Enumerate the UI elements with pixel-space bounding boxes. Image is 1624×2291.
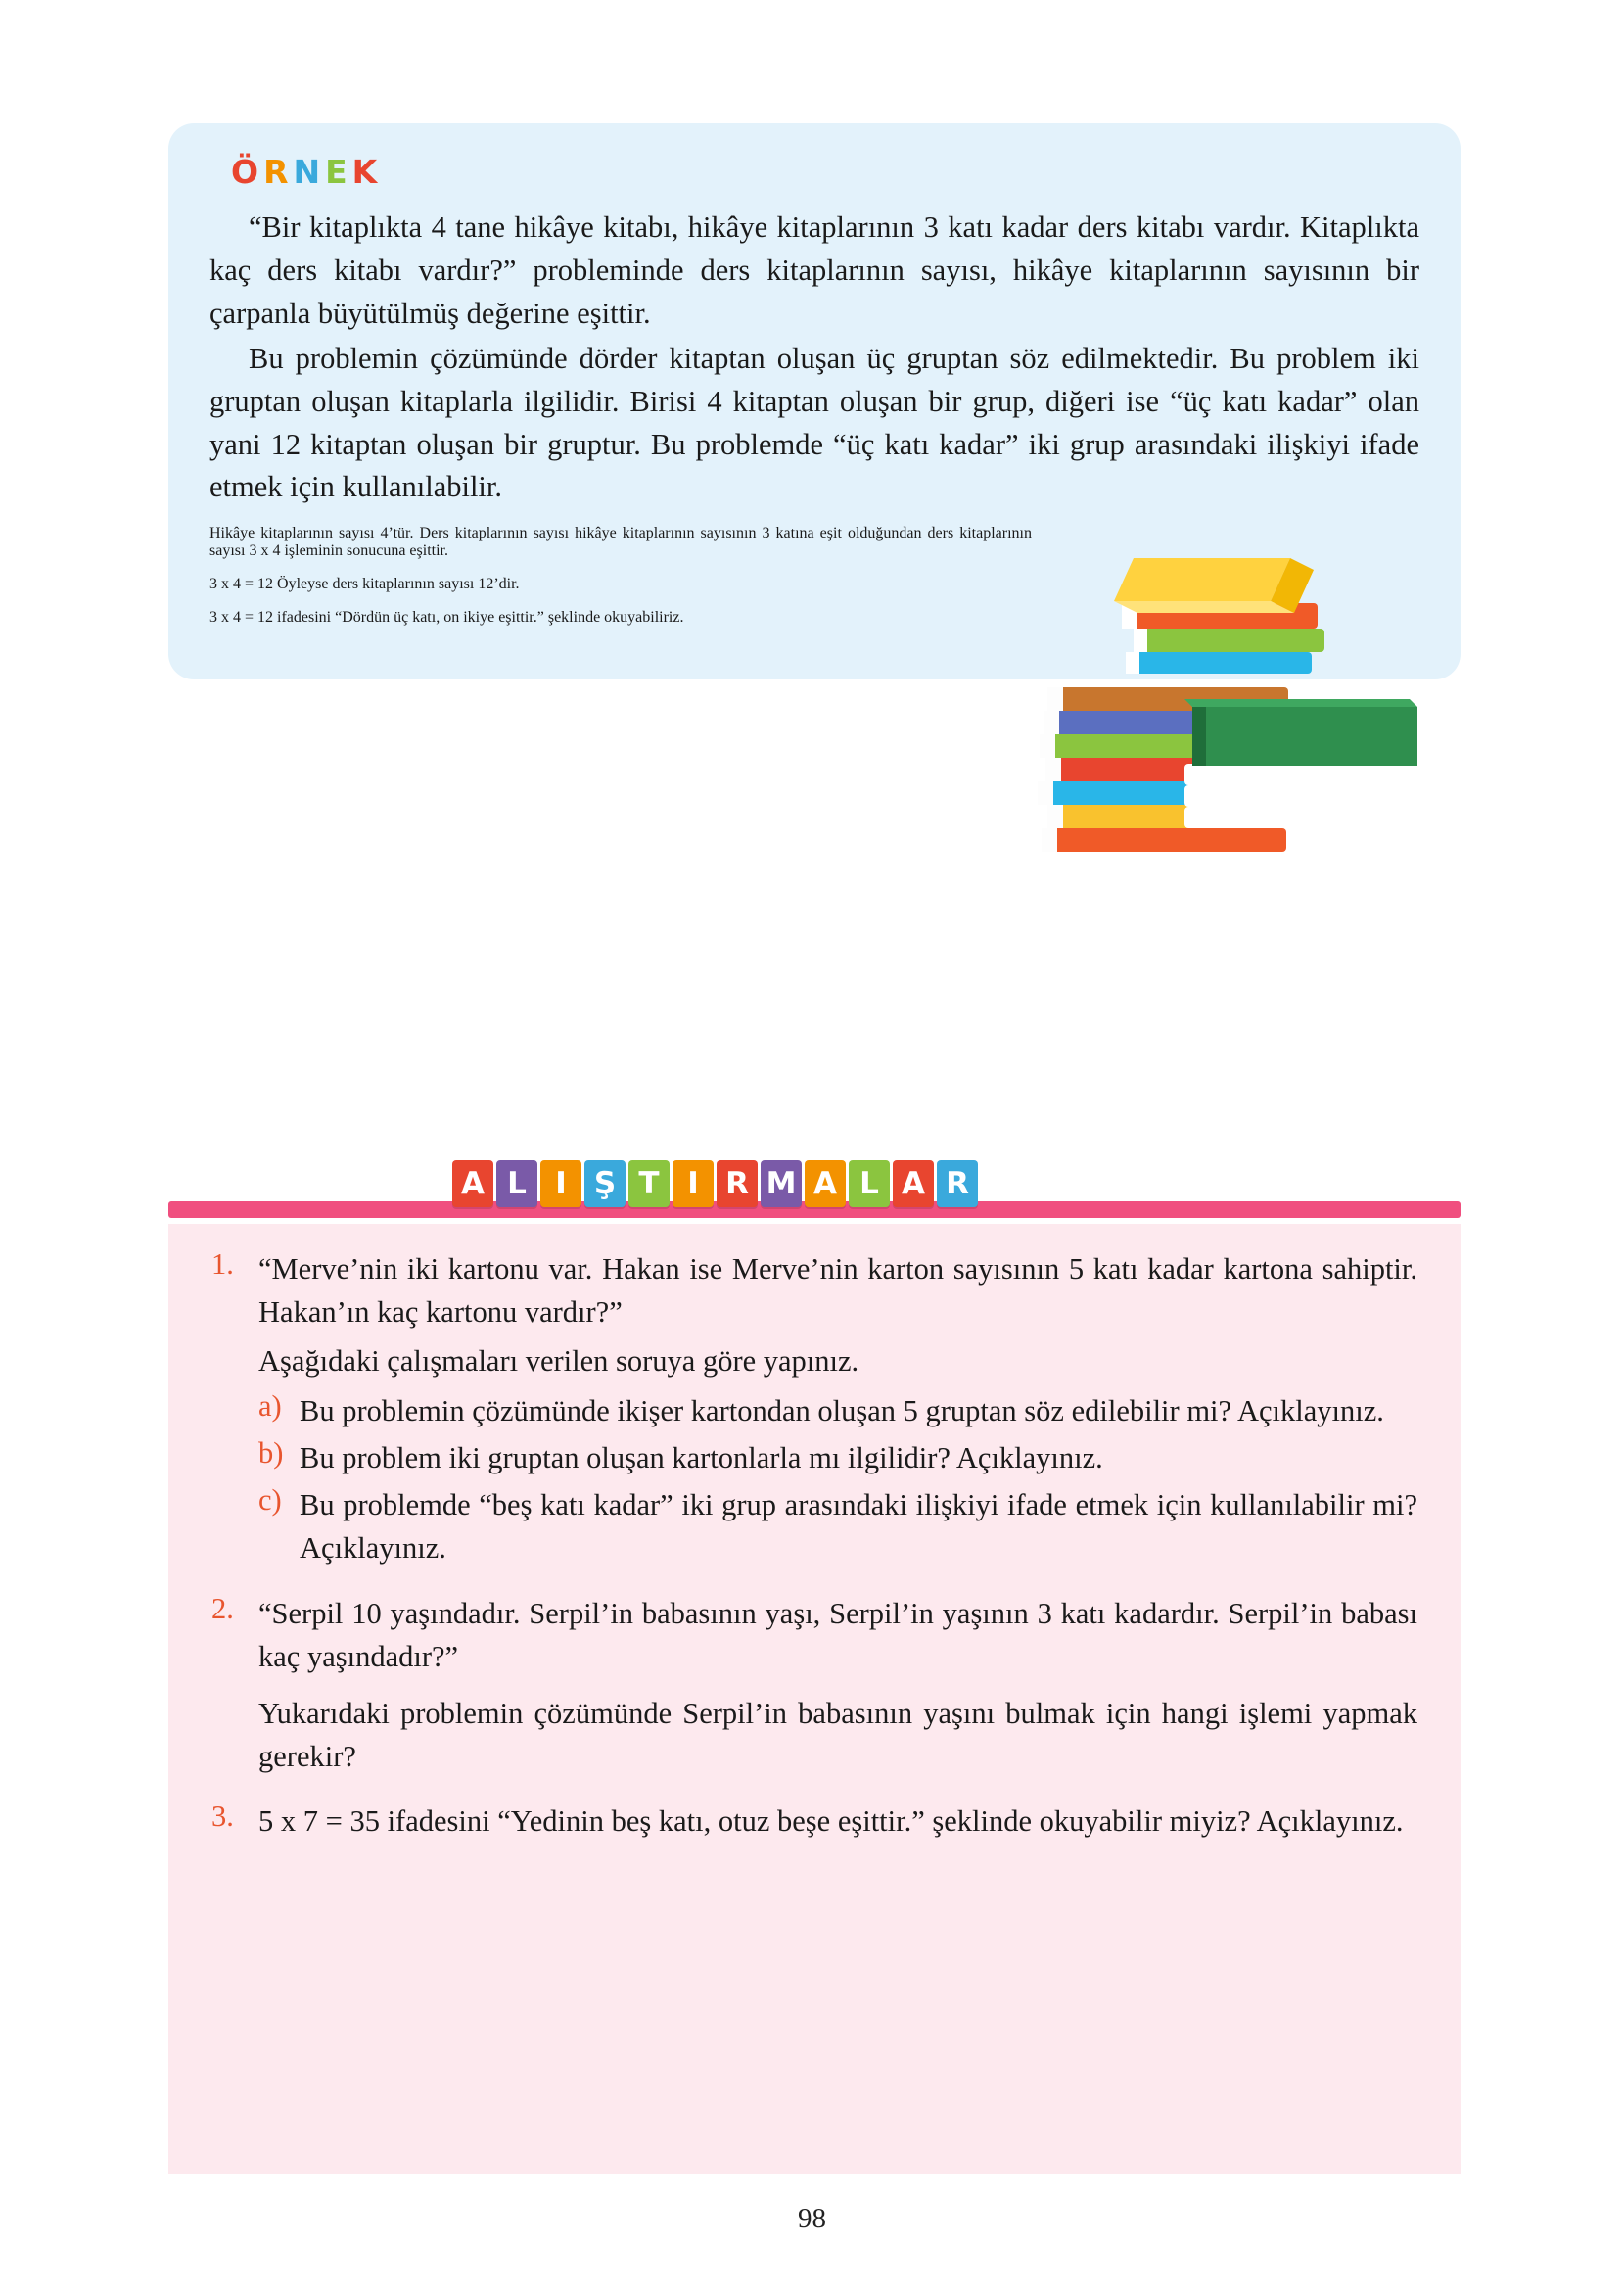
exercises-heading-letter: I — [540, 1160, 581, 1207]
exercises-heading-letter: I — [673, 1160, 714, 1207]
exercises-heading-letter: L — [496, 1160, 537, 1207]
subitem-text: Bu problem iki gruptan oluşan kartonlarla mı ilgilidir? Açıklayınız. — [300, 1440, 1103, 1474]
subitem-letter: c) — [258, 1483, 282, 1518]
exercises-panel — [168, 1224, 1461, 2174]
exercises-heading — [168, 1160, 1461, 1229]
exercises-heading-letter: T — [628, 1160, 670, 1207]
exercise-number: 3. — [211, 1800, 234, 1834]
exercise-item-3 — [211, 1800, 1417, 1843]
exercise-number: 1. — [211, 1247, 234, 1281]
exercise-2-line-2: Yukarıdaki problemin çözümünde Serpil’in babasının yaşını bulmak için hangi işlemi yapmak gerekir? — [258, 1696, 1417, 1774]
example-paragraph-2: Bu problemin çözümünde dörder kitaptan oluşan üç gruptan söz edilmektedir. Bu problem iki gruptan oluşan kitaplarla ilgilidir. Birisi 4 kitaptan oluşan bir grup, diğeri ise “üç katı kadar” olan yani 12 kitaptan oluşan bir gruptur. Bu problemde “üç katı kadar” iki grup arasındaki ilişkiyi ifade etmek için kullanılabilir. — [209, 341, 1419, 504]
subitem-letter: b) — [258, 1435, 284, 1470]
exercise-number: 2. — [211, 1591, 234, 1625]
exercise-1-subitem-a — [258, 1389, 1417, 1432]
subitem-text: Bu problemin çözümünde ikişer kartondan oluşan 5 gruptan söz edilebilir mi? Açıklayınız. — [300, 1393, 1384, 1427]
exercises-heading-letter: A — [805, 1160, 846, 1207]
page-number: 98 — [798, 2203, 826, 2234]
book-stack-icon — [1028, 544, 1439, 867]
exercise-3-line-1: 5 x 7 = 35 ifadesini “Yedinin beş katı, otuz beşe eşittir.” şeklinde okuyabilir miyiz? Açıklayınız. — [258, 1804, 1404, 1839]
exercises-heading-letter: A — [452, 1160, 493, 1207]
example-heading-letter: R — [263, 153, 294, 191]
exercise-2-line-1: “Serpil 10 yaşındadır. Serpil’in babasının yaşı, Serpil’in yaşının 3 katı kadardır. Serpil’in babası kaç yaşındadır?” — [258, 1596, 1417, 1673]
example-heading-letter: E — [325, 153, 352, 191]
exercises-heading-letter: Ş — [584, 1160, 626, 1207]
subitem-text: Bu problemde “beş katı kadar” iki grup arasındaki ilişkiyi ifade etmek için kullanılabilir mi? Açıklayınız. — [300, 1488, 1417, 1566]
exercise-1-subitem-b — [258, 1436, 1417, 1479]
exercises-heading-letter: L — [849, 1160, 890, 1207]
exercise-1-line-2: Aşağıdaki çalışmaları verilen soruya göre yapınız. — [258, 1344, 859, 1379]
exercises-heading-letter: R — [717, 1160, 758, 1207]
example-text-narrow — [209, 525, 1032, 627]
example-heading-letter: Ö — [231, 153, 264, 191]
example-paragraph-1: “Bir kitaplıkta 4 tane hikâye kitabı, hikâye kitaplarının 3 katı kadar ders kitabı vardır. Kitaplıkta kaç ders kitabı vardır?” probleminde ders kitaplarının sayısı, hikâye kitaplarının sayısının bir çarpanla büyütülmüş değerine eşittir. — [209, 210, 1419, 330]
example-heading — [231, 153, 1419, 191]
exercises-heading-letter: A — [893, 1160, 934, 1207]
exercise-1-subitem-c — [258, 1483, 1417, 1569]
exercises-heading-letter: M — [761, 1160, 802, 1207]
example-paragraph-5: 3 x 4 = 12 ifadesini “Dördün üç katı, on ikiye eşittir.” şeklinde okuyabiliriz. — [209, 609, 684, 627]
example-box — [168, 123, 1461, 679]
exercise-item-1 — [211, 1247, 1417, 1570]
exercises-heading-letters — [452, 1160, 978, 1207]
example-paragraph-4: 3 x 4 = 12 Öyleyse ders kitaplarının sayısı 12’dir. — [209, 576, 520, 593]
exercises-heading-letter: R — [937, 1160, 978, 1207]
example-paragraph-3: Hikâye kitaplarının sayısı 4’tür. Ders kitaplarının sayısı hikâye kitaplarının sayısının 3 katına eşit olduğundan ders kitaplarının sayısı 3 x 4 işleminin sonucuna eşittir. — [209, 525, 1032, 560]
example-heading-letter: N — [293, 153, 326, 191]
subitem-letter: a) — [258, 1388, 282, 1423]
example-text — [209, 207, 1419, 509]
exercise-1-line-1: “Merve’nin iki kartonu var. Hakan ise Merve’nin karton sayısının 5 katı kadar kartona sahiptir. Hakan’ın kaç kartonu vardır?” — [258, 1252, 1417, 1330]
example-heading-letter: K — [351, 153, 383, 191]
exercise-item-2 — [211, 1592, 1417, 1779]
